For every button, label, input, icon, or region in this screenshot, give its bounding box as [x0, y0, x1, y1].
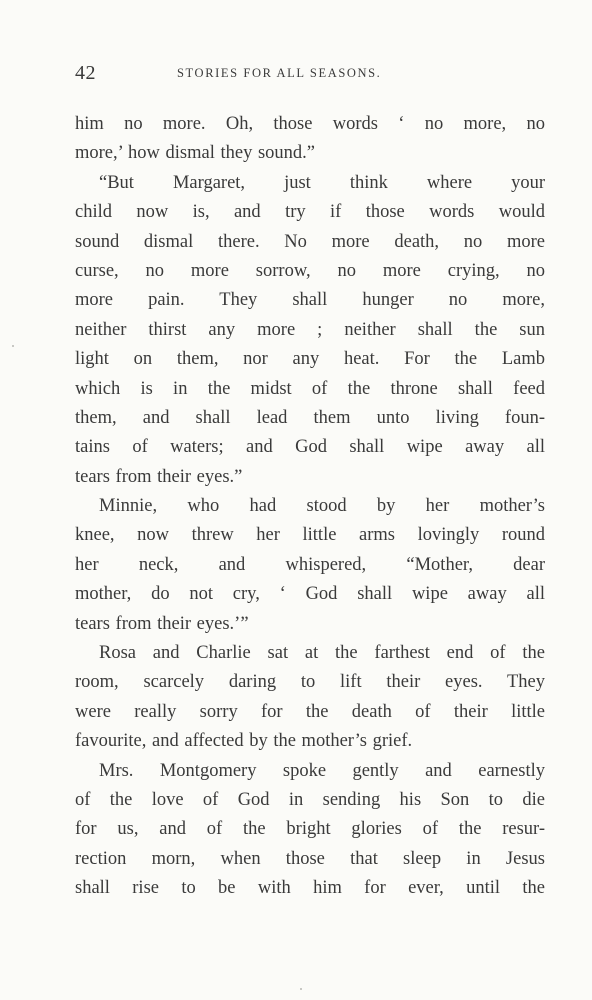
text-line: shall rise to be with him for ever, until the — [75, 878, 545, 899]
text-line: curse, no more sorrow, no more crying, no — [75, 260, 545, 281]
text-line: sound dismal there. No more death, no more — [75, 231, 545, 252]
paragraph — [75, 169, 545, 492]
text-line: “But Margaret, just think where your — [99, 172, 545, 193]
text-line: mother, do not cry, ‘ God shall wipe away all — [75, 584, 545, 605]
text-line: her neck, and whispered, “Mother, dear — [75, 554, 545, 575]
text-line: neither thirst any more ; neither shall the sun — [75, 319, 545, 340]
page-number: 42 — [75, 62, 96, 84]
text-line: rection morn, when those that sleep in Jesus — [75, 848, 545, 869]
running-head — [75, 62, 545, 88]
text-line: light on them, nor any heat. For the Lamb — [75, 349, 545, 370]
body-text — [75, 110, 545, 904]
text-line: more,’ how dismal they sound.” — [75, 143, 316, 164]
text-line: were really sorry for the death of their little — [75, 701, 545, 722]
text-line: room, scarcely daring to lift their eyes. They — [75, 672, 545, 693]
text-line: knee, now threw her little arms lovingly round — [75, 525, 545, 546]
paragraph — [75, 757, 545, 904]
paragraph — [75, 639, 545, 757]
text-line: tears from their eyes.’” — [75, 613, 249, 634]
text-line: Mrs. Montgomery spoke gently and earnestly — [99, 760, 545, 781]
text-line: which is in the midst of the throne shall feed — [75, 378, 545, 399]
text-line: of the love of God in sending his Son to die — [75, 789, 545, 810]
text-line: Rosa and Charlie sat at the farthest end of the — [99, 643, 545, 664]
text-line: Minnie, who had stood by her mother’s — [99, 496, 545, 517]
paragraph — [75, 492, 545, 639]
text-line: for us, and of the bright glories of the resur- — [75, 819, 545, 840]
text-line: tears from their eyes.” — [75, 466, 243, 487]
text-line: him no more. Oh, those words ‘ no more, no — [75, 114, 545, 134]
text-line: tains of waters; and God shall wipe away all — [75, 437, 545, 458]
paper-speck — [12, 345, 14, 347]
text-line: them, and shall lead them unto living foun- — [75, 407, 545, 428]
text-line: more pain. They shall hunger no more, — [75, 290, 545, 311]
text-line: child now is, and try if those words would — [75, 202, 545, 223]
text-line: favourite, and affected by the mother’s grief. — [75, 731, 413, 752]
running-title: STORIES FOR ALL SEASONS. — [177, 66, 382, 80]
paper-speck — [300, 988, 302, 990]
paragraph — [75, 110, 545, 169]
